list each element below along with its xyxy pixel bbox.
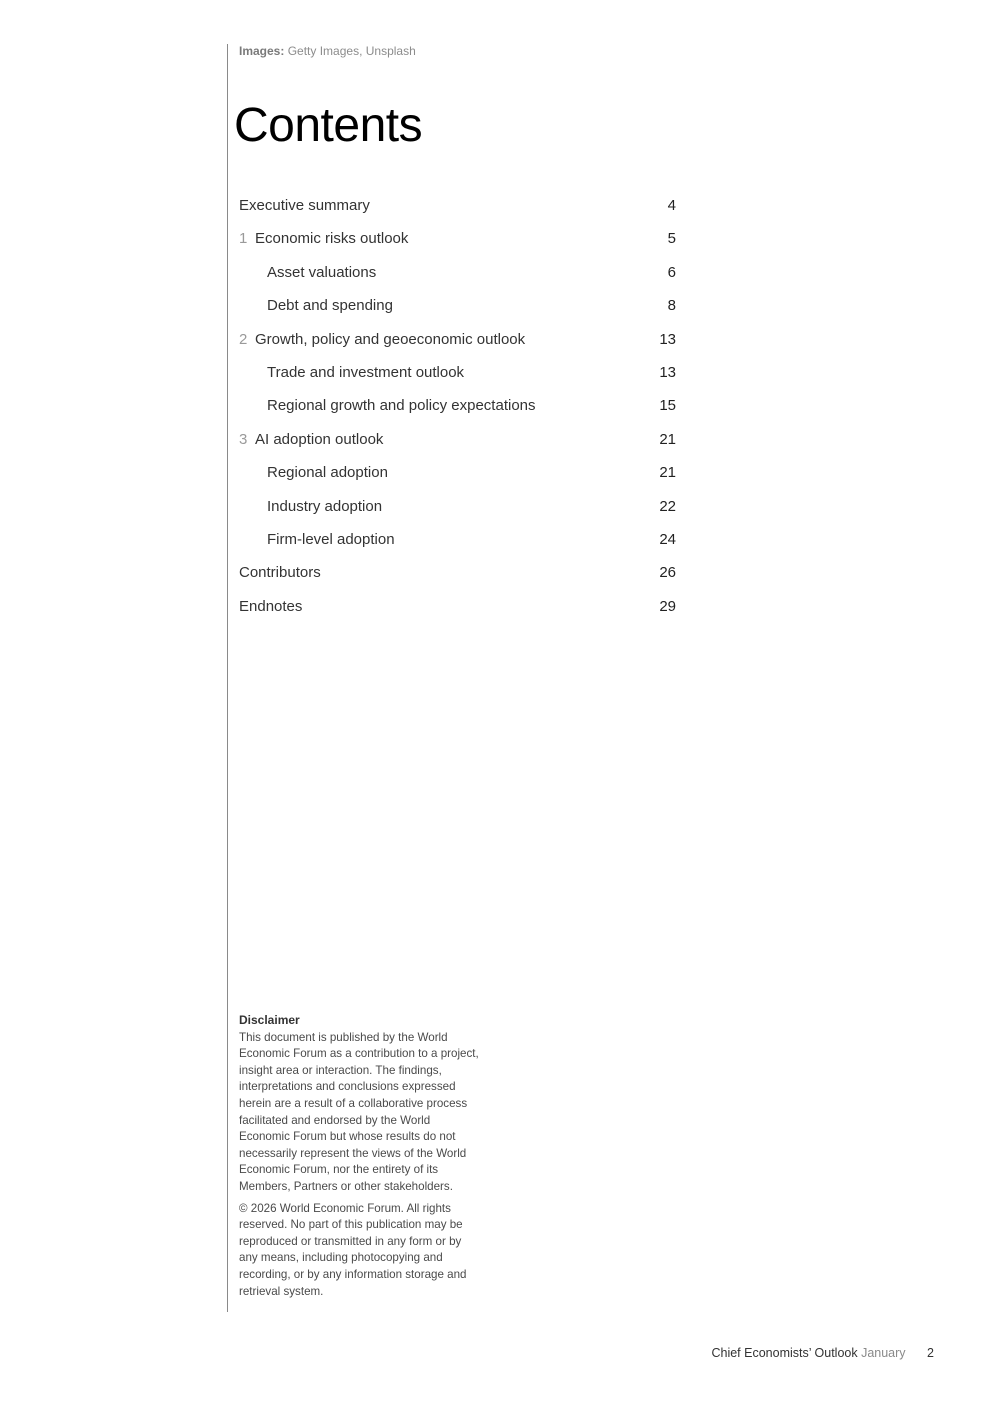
disclaimer xyxy=(239,1012,479,1305)
toc-item-trade-and-investment-outlook[interactable] xyxy=(239,356,676,389)
toc-item-executive-summary[interactable] xyxy=(239,189,676,222)
toc-item-debt-and-spending[interactable] xyxy=(239,289,676,322)
copyright-text: © 2026 World Economic Forum. All rights reserved. No part of this publication may be reproduced or transmitted in any form or by any means, including photocopying and recording, or by any information storage and retrieval system. xyxy=(239,1201,467,1298)
toc-item-ai-adoption-outlook[interactable] xyxy=(239,423,676,456)
toc-label: Endnotes xyxy=(239,597,303,615)
toc-item-regional-growth-and-policy[interactable] xyxy=(239,389,676,422)
toc-item-economic-risks-outlook[interactable] xyxy=(239,222,676,255)
toc-page-number: 26 xyxy=(659,564,676,582)
toc-item-growth-policy-geoeconomic-outlook[interactable] xyxy=(239,323,676,356)
toc-label: Executive summary xyxy=(239,197,370,214)
toc-page-number: 8 xyxy=(667,297,676,315)
toc-label: Industry adoption xyxy=(267,497,383,515)
toc-item-endnotes[interactable] xyxy=(239,590,676,623)
toc-label: Trade and investment outlook xyxy=(267,363,465,381)
image-credits xyxy=(239,44,416,58)
page-title: Contents xyxy=(234,99,423,152)
footer-month: January xyxy=(861,1346,906,1360)
toc-section-number: 3 xyxy=(239,430,248,448)
toc-item-industry-adoption[interactable] xyxy=(239,490,676,523)
toc-label: Economic risks outlook xyxy=(255,230,409,248)
footer-publication-title: Chief Economists’ Outlook xyxy=(711,1346,858,1360)
toc-page-number: 4 xyxy=(667,197,676,214)
toc-item-asset-valuations[interactable] xyxy=(239,256,676,289)
toc-item-regional-adoption[interactable] xyxy=(239,456,676,489)
footer-page-number: 2 xyxy=(927,1346,934,1360)
page-footer xyxy=(711,1346,934,1360)
toc-label: Growth, policy and geoeconomic outlook xyxy=(255,330,526,348)
disclaimer-heading: Disclaimer xyxy=(239,1013,300,1027)
credits-text: Getty Images, Unsplash xyxy=(287,44,416,58)
toc-label: Regional growth and policy expectations xyxy=(267,397,536,415)
toc-section-number: 2 xyxy=(239,330,248,348)
toc-section-number: 1 xyxy=(239,230,248,248)
toc-page-number: 29 xyxy=(659,597,676,615)
credits-label: Images: xyxy=(239,44,285,58)
toc-label: Debt and spending xyxy=(267,297,393,315)
toc-label: Asset valuations xyxy=(267,263,377,281)
toc-label: Firm-level adoption xyxy=(267,530,395,548)
table-of-contents xyxy=(239,189,676,623)
toc-page-number: 21 xyxy=(659,464,676,482)
disclaimer-text: This document is published by the World Economic Forum as a contribution to a project, insight area or interaction. The findings, interpretations and conclusions expressed herein are a result of a collaborative process facilitated and endorsed by the World Economic Forum but whose results do not necessarily represent the views of the World Economic Forum, nor the entirety of its Members, Partners or other stakeholders. xyxy=(239,1030,479,1193)
toc-page-number: 5 xyxy=(667,230,676,248)
toc-page-number: 15 xyxy=(659,397,676,415)
margin-rule xyxy=(227,44,228,1312)
toc-label: Contributors xyxy=(239,564,321,582)
toc-item-contributors[interactable] xyxy=(239,556,676,589)
toc-page-number: 13 xyxy=(659,330,676,348)
toc-page-number: 21 xyxy=(659,430,676,448)
toc-label: Regional adoption xyxy=(267,464,388,482)
toc-page-number: 22 xyxy=(659,497,676,515)
toc-page-number: 13 xyxy=(659,363,676,381)
toc-label: AI adoption outlook xyxy=(255,430,384,448)
toc-item-firm-level-adoption[interactable] xyxy=(239,523,676,556)
toc-page-number: 6 xyxy=(667,263,676,281)
toc-page-number: 24 xyxy=(659,530,676,548)
